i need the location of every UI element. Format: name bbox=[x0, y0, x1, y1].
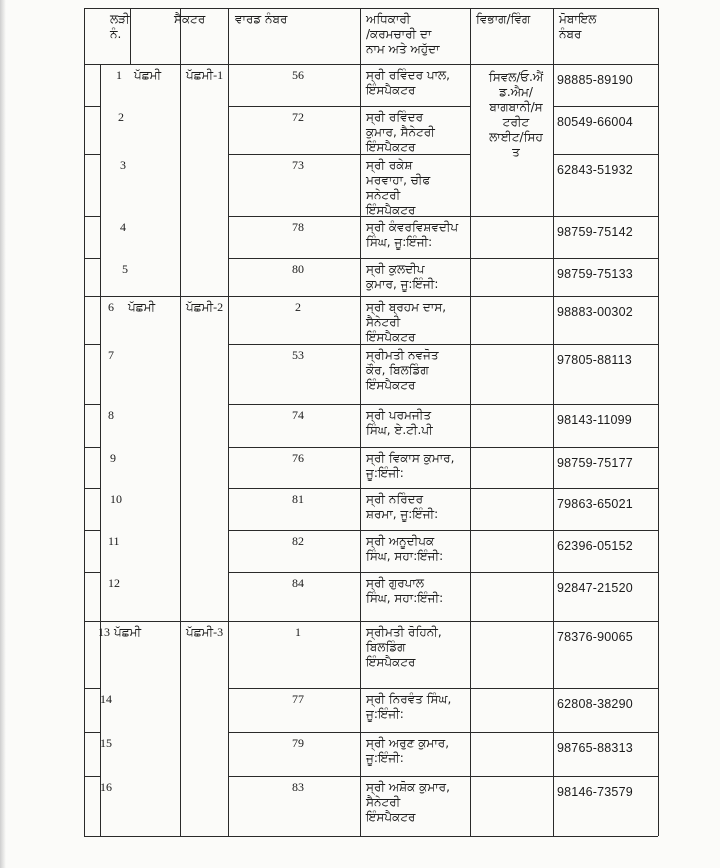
row-divider bbox=[84, 488, 100, 489]
column-divider bbox=[180, 296, 181, 621]
row-divider bbox=[84, 404, 100, 405]
row-divider bbox=[470, 732, 553, 733]
row-mobile: 78376-90065 bbox=[557, 630, 633, 644]
row-officer: ਸ੍ਰੀ ਗੁਰਪਾਲ ਸਿੰਘ, ਸਹਾ:ਇੰਜੀ: bbox=[366, 576, 444, 605]
row-divider bbox=[228, 404, 470, 405]
row-divider bbox=[84, 258, 100, 259]
row-divider bbox=[553, 776, 658, 777]
sector-divider bbox=[100, 296, 228, 297]
row-divider bbox=[84, 572, 100, 573]
row-serial: 12 bbox=[108, 576, 120, 590]
row-ward: 77 bbox=[292, 692, 304, 706]
row-divider bbox=[553, 688, 658, 689]
department-value: ਸਿਵਲ/ਓ.ਐਂ ਡ.ਐਮ/ ਬਾਗਬਾਨੀ/ਸ ਟਰੀਟ ਲਾਈਟ/ਸਿਹ ਤ bbox=[488, 70, 544, 159]
header-department: ਵਿਭਾਗ/ਵਿੰਗ bbox=[476, 12, 531, 26]
row-mobile: 98759-75142 bbox=[557, 225, 633, 239]
row-ward: 81 bbox=[292, 492, 304, 506]
row-serial: 10 bbox=[110, 492, 122, 506]
row-mobile: 98765-88313 bbox=[557, 741, 633, 755]
sector-zone: ਪੱਛਮੀ bbox=[134, 68, 162, 82]
row-mobile: 98883-00302 bbox=[557, 305, 633, 319]
row-divider bbox=[553, 106, 658, 107]
row-divider bbox=[84, 447, 100, 448]
header-bottom-border bbox=[84, 64, 658, 65]
row-serial: 2 bbox=[118, 110, 124, 124]
table-left-border bbox=[84, 8, 85, 836]
row-divider bbox=[228, 776, 470, 777]
row-serial: 13 bbox=[98, 625, 110, 639]
row-serial: 9 bbox=[110, 451, 116, 465]
row-divider bbox=[470, 688, 553, 689]
row-divider bbox=[228, 572, 470, 573]
row-divider bbox=[228, 488, 470, 489]
scan-edge-shadow bbox=[0, 0, 6, 868]
column-divider bbox=[100, 296, 101, 621]
row-officer: ਸ੍ਰੀ ਬ੍ਰਹਮ ਦਾਸ, ਸੈਨੇਟਰੀ ਇੰਸਪੈਕਟਰ bbox=[366, 300, 447, 344]
row-serial: 16 bbox=[100, 780, 112, 794]
row-serial: 14 bbox=[100, 692, 112, 706]
row-mobile: 97805-88113 bbox=[557, 353, 632, 367]
row-mobile: 62396-05152 bbox=[557, 539, 633, 553]
row-ward: 74 bbox=[292, 408, 304, 422]
row-officer: ਸ੍ਰੀਮਤੀ ਰੋਹਿਨੀ, ਬਿਲਡਿੰਗ ਇੰਸਪੈਕਟਰ bbox=[366, 625, 442, 669]
row-divider bbox=[470, 488, 553, 489]
row-divider bbox=[84, 621, 100, 622]
row-mobile: 98146-73579 bbox=[557, 785, 633, 799]
row-divider bbox=[470, 530, 553, 531]
column-divider bbox=[180, 621, 181, 836]
row-divider bbox=[470, 447, 553, 448]
row-divider bbox=[84, 154, 100, 155]
row-divider bbox=[553, 404, 658, 405]
row-ward: 83 bbox=[292, 780, 304, 794]
row-serial: 3 bbox=[120, 158, 126, 172]
sector-name: ਪੱਛਮੀ-1 bbox=[186, 68, 224, 82]
row-mobile: 98885-89190 bbox=[557, 73, 633, 87]
row-divider bbox=[553, 732, 658, 733]
row-divider bbox=[470, 258, 553, 259]
row-officer: ਸ੍ਰੀ ਰਵਿੰਦਰ ਪਾਲ, ਇੰਸਪੈਕਟਰ bbox=[366, 68, 450, 97]
row-ward: 80 bbox=[292, 262, 304, 276]
column-divider bbox=[100, 64, 101, 296]
row-officer: ਸ੍ਰੀ ਕੁਲਦੀਪ ਕੁਮਾਰ, ਜੂ:ਇੰਜੀ: bbox=[366, 262, 439, 291]
row-ward: 72 bbox=[292, 110, 304, 124]
row-officer: ਸ੍ਰੀ ਅਰੁਣ ਕੁਮਾਰ, ਜੂ:ਇੰਜੀ: bbox=[366, 736, 450, 765]
row-officer: ਸ੍ਰੀ ਰਵਿੰਦਰ ਕੁਮਾਰ, ਸੈਨੇਟਰੀ ਇੰਸਪੈਕਟਰ bbox=[366, 110, 435, 154]
row-serial: 7 bbox=[108, 348, 114, 362]
row-ward: 1 bbox=[295, 625, 301, 639]
row-officer: ਸ੍ਰੀਮਤੀ ਨਵਜੋਤ ਕੌਰ, ਬਿਲਡਿੰਗ ਇੰਸਪੈਕਟਰ bbox=[366, 348, 439, 392]
row-ward: 53 bbox=[292, 348, 304, 362]
row-divider bbox=[228, 447, 470, 448]
row-divider bbox=[84, 344, 100, 345]
row-ward: 73 bbox=[292, 158, 304, 172]
row-divider bbox=[228, 106, 470, 107]
row-mobile: 98759-75177 bbox=[557, 456, 633, 470]
row-mobile: 79863-65021 bbox=[557, 497, 633, 511]
row-mobile: 98143-11099 bbox=[557, 413, 632, 427]
table-top-border bbox=[84, 8, 658, 9]
header-sector: ਸੈਕਟਰ bbox=[174, 12, 206, 26]
row-ward: 82 bbox=[292, 534, 304, 548]
row-serial: 4 bbox=[120, 220, 126, 234]
row-mobile: 92847-21520 bbox=[557, 581, 633, 595]
row-divider bbox=[553, 530, 658, 531]
sector-zone: ਪੱਛਮੀ bbox=[114, 625, 142, 639]
row-divider bbox=[228, 621, 470, 622]
row-mobile: 80549-66004 bbox=[557, 115, 633, 129]
table-bottom-border bbox=[84, 836, 658, 837]
row-ward: 76 bbox=[292, 451, 304, 465]
row-divider bbox=[84, 688, 100, 689]
row-officer: ਸ੍ਰੀ ਪਰਮਜੀਤ ਸਿੰਘ, ਏ.ਟੀ.ਪੀ bbox=[366, 408, 433, 437]
header-officer: ਅਧਿਕਾਰੀ /ਕਰਮਚਾਰੀ ਦਾ ਨਾਮ ਅਤੇ ਅਹੁੱਦਾ bbox=[366, 12, 440, 56]
row-divider bbox=[470, 344, 553, 345]
row-serial: 8 bbox=[108, 408, 114, 422]
row-divider bbox=[84, 776, 100, 777]
row-mobile: 62843-51932 bbox=[557, 163, 633, 177]
row-serial: 15 bbox=[100, 736, 112, 750]
row-divider bbox=[228, 530, 470, 531]
row-serial: 5 bbox=[122, 262, 128, 276]
row-officer: ਸ੍ਰੀ ਵਿਕਾਸ ਕੁਮਾਰ, ਜੂ:ਇੰਜੀ: bbox=[366, 451, 455, 480]
row-serial: 11 bbox=[108, 534, 120, 548]
column-divider bbox=[360, 8, 361, 836]
row-officer: ਸ੍ਰੀ ਅਸ਼ੋਕ ਕੁਮਾਰ, ਸੈਨੇਟਰੀ ਇੰਸਪੈਕਟਰ bbox=[366, 780, 450, 824]
row-divider bbox=[470, 572, 553, 573]
row-officer: ਸ੍ਰੀ ਕੰਵਰਵਿਸ਼ਵਦੀਪ ਸਿੰਘ, ਜੂ:ਇੰਜੀ: bbox=[366, 220, 459, 249]
sector-divider bbox=[100, 621, 228, 622]
row-divider bbox=[228, 296, 470, 297]
header-mobile: ਮੋਬਾਇਲ ਨੰਬਰ bbox=[559, 12, 597, 41]
row-divider bbox=[553, 572, 658, 573]
sector-name: ਪੱਛਮੀ-2 bbox=[186, 300, 224, 314]
row-divider bbox=[553, 344, 658, 345]
sector-zone: ਪੱਛਮੀ bbox=[128, 300, 156, 314]
column-divider bbox=[100, 621, 101, 836]
row-divider bbox=[84, 732, 100, 733]
row-mobile: 62808-38290 bbox=[557, 697, 633, 711]
row-ward: 2 bbox=[295, 300, 301, 314]
row-ward: 79 bbox=[292, 736, 304, 750]
row-serial: 6 bbox=[108, 300, 114, 314]
column-divider bbox=[180, 64, 181, 296]
row-divider bbox=[470, 404, 553, 405]
row-divider bbox=[553, 154, 658, 155]
row-divider bbox=[228, 688, 470, 689]
row-divider bbox=[470, 296, 553, 297]
row-divider bbox=[553, 216, 658, 217]
row-officer: ਸ੍ਰੀ ਨਿਰਵੰਤ ਸਿੰਘ, ਜੂ:ਇੰਜੀ: bbox=[366, 692, 452, 721]
row-serial: 1 bbox=[116, 68, 122, 82]
row-divider bbox=[470, 216, 553, 217]
row-mobile: 98759-75133 bbox=[557, 267, 633, 281]
row-ward: 84 bbox=[292, 576, 304, 590]
row-divider bbox=[553, 488, 658, 489]
row-divider bbox=[553, 258, 658, 259]
row-officer: ਸ੍ਰੀ ਰਕੇਸ਼ ਮਰਵਾਹਾ, ਚੀਫ ਸਨੇਟਰੀ ਇੰਸਪੈਕਟਰ bbox=[366, 158, 431, 217]
sector-name: ਪੱਛਮੀ-3 bbox=[186, 625, 224, 639]
row-divider bbox=[84, 106, 100, 107]
column-divider bbox=[228, 8, 229, 836]
row-divider bbox=[470, 776, 553, 777]
row-divider bbox=[553, 447, 658, 448]
row-ward: 56 bbox=[292, 68, 304, 82]
header-ward: ਵਾਰਡ ਨੰਬਰ bbox=[235, 12, 288, 26]
row-divider bbox=[84, 530, 100, 531]
row-ward: 78 bbox=[292, 220, 304, 234]
row-officer: ਸ੍ਰੀ ਅਨੂਦੀਪਕ ਸਿੰਘ, ਸਹਾ:ਇੰਜੀ: bbox=[366, 534, 444, 563]
row-divider bbox=[553, 296, 658, 297]
row-divider bbox=[84, 296, 100, 297]
header-serial: ਲੜੀ ਨੰ. bbox=[110, 12, 130, 41]
row-divider bbox=[228, 258, 470, 259]
row-officer: ਸ੍ਰੀ ਨਰਿੰਦਰ ਸ਼ਰਮਾ, ਜੂ:ਇੰਜੀ: bbox=[366, 492, 439, 521]
row-divider bbox=[470, 621, 553, 622]
row-divider bbox=[84, 216, 100, 217]
row-divider bbox=[228, 732, 470, 733]
row-divider bbox=[553, 621, 658, 622]
